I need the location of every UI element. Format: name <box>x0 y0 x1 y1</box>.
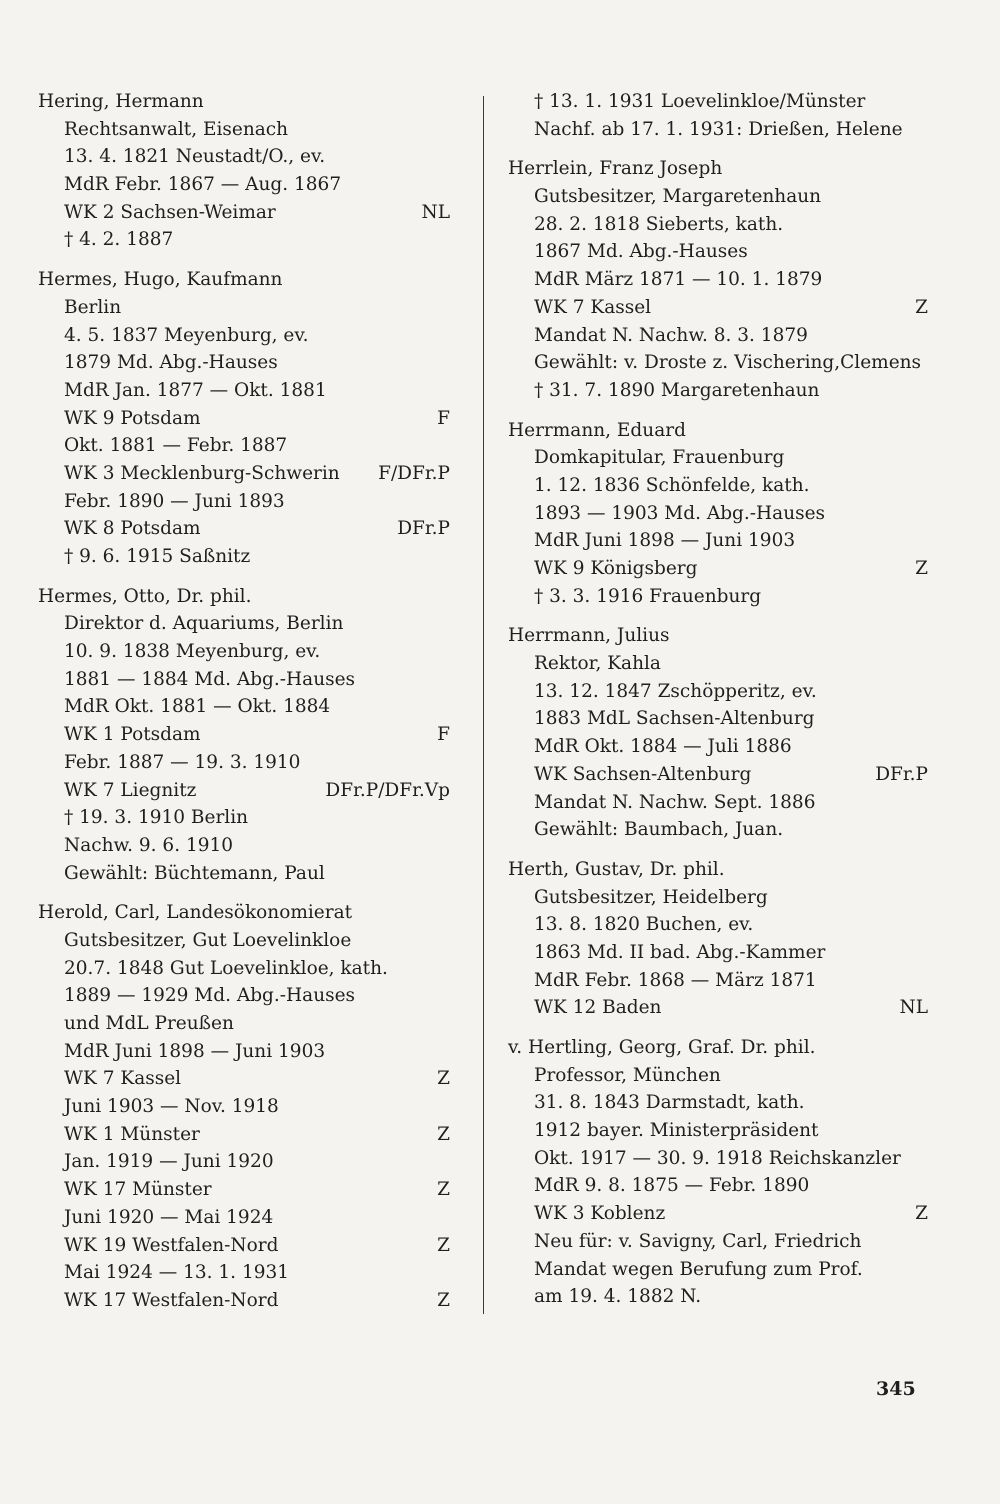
entry-line <box>508 705 928 733</box>
entry-gap <box>38 887 450 899</box>
line-text: Domkapitular, Frauenburg <box>534 447 785 469</box>
line-text: Rechtsanwalt, Eisenach <box>64 118 289 140</box>
entry-line <box>38 777 450 805</box>
entry-line <box>508 266 928 294</box>
line-text: am 19. 4. 1882 N. <box>534 1286 702 1308</box>
line-text: WK 3 Koblenz <box>534 1203 666 1225</box>
party-label: Z <box>915 296 928 318</box>
entry-line <box>38 432 450 460</box>
entry-line <box>508 1283 928 1311</box>
entry-name <box>38 583 450 611</box>
entry-line <box>38 171 450 199</box>
line-text: WK Sachsen-Altenburg <box>534 763 752 785</box>
party-label: Z <box>437 1289 450 1311</box>
entry-line <box>38 405 450 433</box>
entry-line <box>508 733 928 761</box>
biography-entry <box>508 417 928 611</box>
entry-line <box>38 982 450 1010</box>
line-text: WK 19 Westfalen-Nord <box>64 1234 279 1256</box>
entry-gap <box>38 254 450 266</box>
entry-line <box>38 515 450 543</box>
line-text: Herth, Gustav, Dr. phil. <box>508 858 725 880</box>
line-text: Gewählt: Baumbach, Juan. <box>534 819 784 841</box>
line-text: Juni 1903 — Nov. 1918 <box>64 1096 279 1118</box>
line-text: 31. 8. 1843 Darmstadt, kath. <box>534 1092 805 1114</box>
biography-entry <box>508 622 928 844</box>
entry-line <box>508 816 928 844</box>
line-text: 10. 9. 1838 Meyenburg, ev. <box>64 641 321 663</box>
entry-line <box>508 183 928 211</box>
entry-line <box>38 693 450 721</box>
line-text: MdR März 1871 — 10. 1. 1879 <box>534 269 823 291</box>
line-text: WK 7 Liegnitz <box>64 779 197 801</box>
line-text: 1863 Md. II bad. Abg.-Kammer <box>534 941 826 963</box>
entry-line <box>38 1232 450 1260</box>
biography-entry <box>508 1034 928 1311</box>
entry-line <box>38 804 450 832</box>
entry-line <box>38 294 450 322</box>
entry-line <box>38 1259 450 1287</box>
line-text: Febr. 1890 — Juni 1893 <box>64 490 285 512</box>
line-text: WK 1 Potsdam <box>64 724 201 746</box>
entry-continuation <box>508 88 928 143</box>
entry-line <box>38 721 450 749</box>
line-text: Professor, München <box>534 1064 721 1086</box>
line-text: MdR 9. 8. 1875 — Febr. 1890 <box>534 1175 810 1197</box>
entry-line <box>508 349 928 377</box>
entry-gap <box>508 1022 928 1034</box>
entry-name <box>508 622 928 650</box>
entry-line <box>508 500 928 528</box>
party-label: Z <box>437 1234 450 1256</box>
line-text: 20.7. 1848 Gut Loevelinkloe, kath. <box>64 957 388 979</box>
line-text: Jan. 1919 — Juni 1920 <box>64 1151 274 1173</box>
line-text: v. Hertling, Georg, Graf. Dr. phil. <box>508 1037 816 1058</box>
line-text: WK 12 Baden <box>534 997 662 1019</box>
party-label: Z <box>437 1123 450 1145</box>
line-text: WK 3 Mecklenburg-Schwerin <box>64 462 340 484</box>
entry-line <box>38 377 450 405</box>
line-text: Herrmann, Eduard <box>508 419 686 441</box>
line-text: † 13. 1. 1931 Loevelinkloe/Münster <box>534 91 866 112</box>
line-text: † 9. 6. 1915 Saßnitz <box>64 546 251 567</box>
line-text: MdR Juni 1898 — Juni 1903 <box>64 1040 326 1062</box>
entry-line <box>508 939 928 967</box>
entry-line <box>38 349 450 377</box>
line-text: 1. 12. 1836 Schönfelde, kath. <box>534 474 810 496</box>
line-text: 1889 — 1929 Md. Abg.-Hauses <box>64 985 356 1007</box>
entry-name <box>508 856 928 884</box>
line-text: Rektor, Kahla <box>534 653 661 675</box>
entry-gap <box>508 610 928 622</box>
line-text: † 3. 3. 1916 Frauenburg <box>534 585 762 607</box>
entry-line <box>508 294 928 322</box>
line-text: † 19. 3. 1910 Berlin <box>64 807 249 829</box>
entry-line <box>508 1228 928 1256</box>
entry-name <box>508 417 928 445</box>
entry-gap <box>508 143 928 155</box>
party-label: Z <box>915 558 928 579</box>
party-label: Z <box>915 1203 928 1225</box>
entry-line <box>508 911 928 939</box>
entry-line <box>38 638 450 666</box>
entry-line <box>508 1089 928 1117</box>
line-text: Gutsbesitzer, Heidelberg <box>534 886 768 908</box>
line-text: Mandat N. Nachw. Sept. 1886 <box>534 791 816 813</box>
entry-line <box>508 884 928 912</box>
line-text: Nachf. ab 17. 1. 1931: Drießen, Helene <box>534 118 903 140</box>
line-text: WK 8 Potsdam <box>64 518 201 540</box>
entry-line <box>38 116 450 144</box>
column-divider <box>483 96 484 1314</box>
line-text: MdR Febr. 1868 — März 1871 <box>534 969 817 991</box>
line-text: † 4. 2. 1887 <box>64 229 174 251</box>
line-text: MdR Jan. 1877 — Okt. 1881 <box>64 379 327 401</box>
party-label: NL <box>421 201 450 223</box>
entry-line <box>508 1062 928 1090</box>
entry-line <box>38 927 450 955</box>
entry-line <box>508 994 928 1022</box>
entry-line <box>38 322 450 350</box>
entry-line <box>508 527 928 555</box>
line-text: WK 2 Sachsen-Weimar <box>64 201 276 223</box>
party-label: F/DFr.P <box>378 462 450 484</box>
party-label: DFr.P/DFr.Vp <box>325 779 450 801</box>
line-text: Gutsbesitzer, Gut Loevelinkloe <box>64 929 352 951</box>
entry-gap <box>508 405 928 417</box>
entry-line <box>508 967 928 995</box>
line-text: 1879 Md. Abg.-Hauses <box>64 352 278 374</box>
line-text: 1881 — 1884 Md. Abg.-Hauses <box>64 668 356 690</box>
entry-line <box>38 1148 450 1176</box>
entry-line <box>508 116 928 144</box>
line-text: WK 7 Kassel <box>64 1068 182 1090</box>
entry-name <box>508 1034 928 1062</box>
entry-line <box>508 583 928 611</box>
line-text: WK 7 Kassel <box>534 296 652 318</box>
party-label: DFr.P <box>397 518 450 540</box>
line-text: MdR Okt. 1881 — Okt. 1884 <box>64 696 331 718</box>
entry-name <box>38 266 450 294</box>
line-text: und MdL Preußen <box>64 1013 234 1034</box>
line-text: 1867 Md. Abg.-Hauses <box>534 241 748 263</box>
entry-line <box>38 1121 450 1149</box>
entry-line <box>38 860 450 888</box>
party-label: F <box>437 407 450 429</box>
line-text: 4. 5. 1837 Meyenburg, ev. <box>64 324 309 346</box>
line-text: Herrlein, Franz Joseph <box>508 158 723 180</box>
line-text: Mai 1924 — 13. 1. 1931 <box>64 1262 290 1284</box>
entry-line <box>38 1038 450 1066</box>
line-text: MdR Febr. 1867 — Aug. 1867 <box>64 174 342 196</box>
line-text: 28. 2. 1818 Sieberts, kath. <box>534 213 784 235</box>
entry-gap <box>38 571 450 583</box>
entry-line <box>508 472 928 500</box>
entry-name <box>38 899 450 927</box>
line-text: Okt. 1881 — Febr. 1887 <box>64 435 288 457</box>
entry-line <box>38 1176 450 1204</box>
entry-line <box>508 1200 928 1228</box>
line-text: 13. 12. 1847 Zschöpperitz, ev. <box>534 680 817 702</box>
entry-line <box>508 88 928 116</box>
entry-line <box>508 1256 928 1284</box>
entry-line <box>508 789 928 817</box>
line-text: WK 9 Königsberg <box>534 558 698 579</box>
line-text: 1883 MdL Sachsen-Altenburg <box>534 708 815 730</box>
entry-line <box>38 199 450 227</box>
biography-entry <box>508 856 928 1022</box>
biography-entry <box>38 88 450 254</box>
entry-line <box>38 610 450 638</box>
left-column <box>38 88 450 1315</box>
entry-line <box>508 322 928 350</box>
entry-line <box>508 555 928 583</box>
biography-entry <box>38 266 450 571</box>
line-text: Mandat N. Nachw. 8. 3. 1879 <box>534 324 808 346</box>
line-text: Gewählt: Büchtemann, Paul <box>64 862 325 884</box>
line-text: Gewählt: v. Droste z. Vischering,Clemens <box>534 352 922 374</box>
party-label: Z <box>437 1068 450 1090</box>
biography-entry <box>38 899 450 1314</box>
line-text: 13. 4. 1821 Neustadt/O., ev. <box>64 146 326 168</box>
page-number: 345 <box>876 1378 916 1400</box>
entry-line <box>508 650 928 678</box>
party-label: DFr.P <box>875 763 928 785</box>
entry-line <box>38 143 450 171</box>
entry-line <box>508 211 928 239</box>
line-text: Herrmann, Julius <box>508 625 670 647</box>
right-column <box>508 88 928 1311</box>
line-text: Hermes, Otto, Dr. phil. <box>38 585 252 607</box>
entry-line <box>38 1065 450 1093</box>
biography-entry <box>508 155 928 404</box>
entry-line <box>38 1010 450 1038</box>
line-text: Mandat wegen Berufung zum Prof. <box>534 1258 863 1280</box>
entry-line <box>38 666 450 694</box>
line-text: Herold, Carl, Landesökonomierat <box>38 902 353 924</box>
line-text: Berlin <box>64 296 122 318</box>
line-text: Hering, Hermann <box>38 91 204 112</box>
line-text: MdR Juni 1898 — Juni 1903 <box>534 530 796 552</box>
line-text: Juni 1920 — Mai 1924 <box>64 1206 274 1228</box>
line-text: † 31. 7. 1890 Margaretenhaun <box>534 379 820 401</box>
line-text: 13. 8. 1820 Buchen, ev. <box>534 914 754 936</box>
entry-line <box>38 460 450 488</box>
entry-line <box>508 1145 928 1173</box>
entry-line <box>508 678 928 706</box>
party-label: F <box>437 724 450 746</box>
line-text: Direktor d. Aquariums, Berlin <box>64 613 344 635</box>
line-text: Nachw. 9. 6. 1910 <box>64 834 234 856</box>
entry-line <box>508 1117 928 1145</box>
entry-line <box>38 488 450 516</box>
entry-name <box>38 88 450 116</box>
entry-line <box>508 444 928 472</box>
line-text: MdR Okt. 1884 — Juli 1886 <box>534 736 792 758</box>
entry-line <box>38 832 450 860</box>
line-text: Hermes, Hugo, Kaufmann <box>38 269 283 291</box>
biography-entry <box>38 583 450 888</box>
entry-line <box>38 955 450 983</box>
line-text: WK 1 Münster <box>64 1123 200 1145</box>
line-text: 1912 bayer. Ministerpräsident <box>534 1120 819 1142</box>
line-text: WK 17 Westfalen-Nord <box>64 1289 279 1311</box>
entry-name <box>508 155 928 183</box>
entry-line <box>38 543 450 571</box>
line-text: Febr. 1887 — 19. 3. 1910 <box>64 751 301 773</box>
line-text: 1893 — 1903 Md. Abg.-Hauses <box>534 502 826 524</box>
party-label: Z <box>437 1179 450 1201</box>
line-text: WK 17 Münster <box>64 1179 212 1201</box>
line-text: Okt. 1917 — 30. 9. 1918 Reichskanzler <box>534 1147 901 1169</box>
entry-gap <box>508 844 928 856</box>
entry-line <box>508 377 928 405</box>
line-text: Gutsbesitzer, Margaretenhaun <box>534 186 822 208</box>
entry-line <box>38 1287 450 1315</box>
entry-line <box>38 226 450 254</box>
line-text: WK 9 Potsdam <box>64 407 201 429</box>
entry-line <box>38 1093 450 1121</box>
entry-line <box>508 1172 928 1200</box>
entry-line <box>38 1204 450 1232</box>
entry-line <box>508 238 928 266</box>
line-text: Neu für: v. Savigny, Carl, Friedrich <box>534 1230 862 1252</box>
party-label: NL <box>899 997 928 1019</box>
entry-line <box>38 749 450 777</box>
entry-line <box>508 761 928 789</box>
